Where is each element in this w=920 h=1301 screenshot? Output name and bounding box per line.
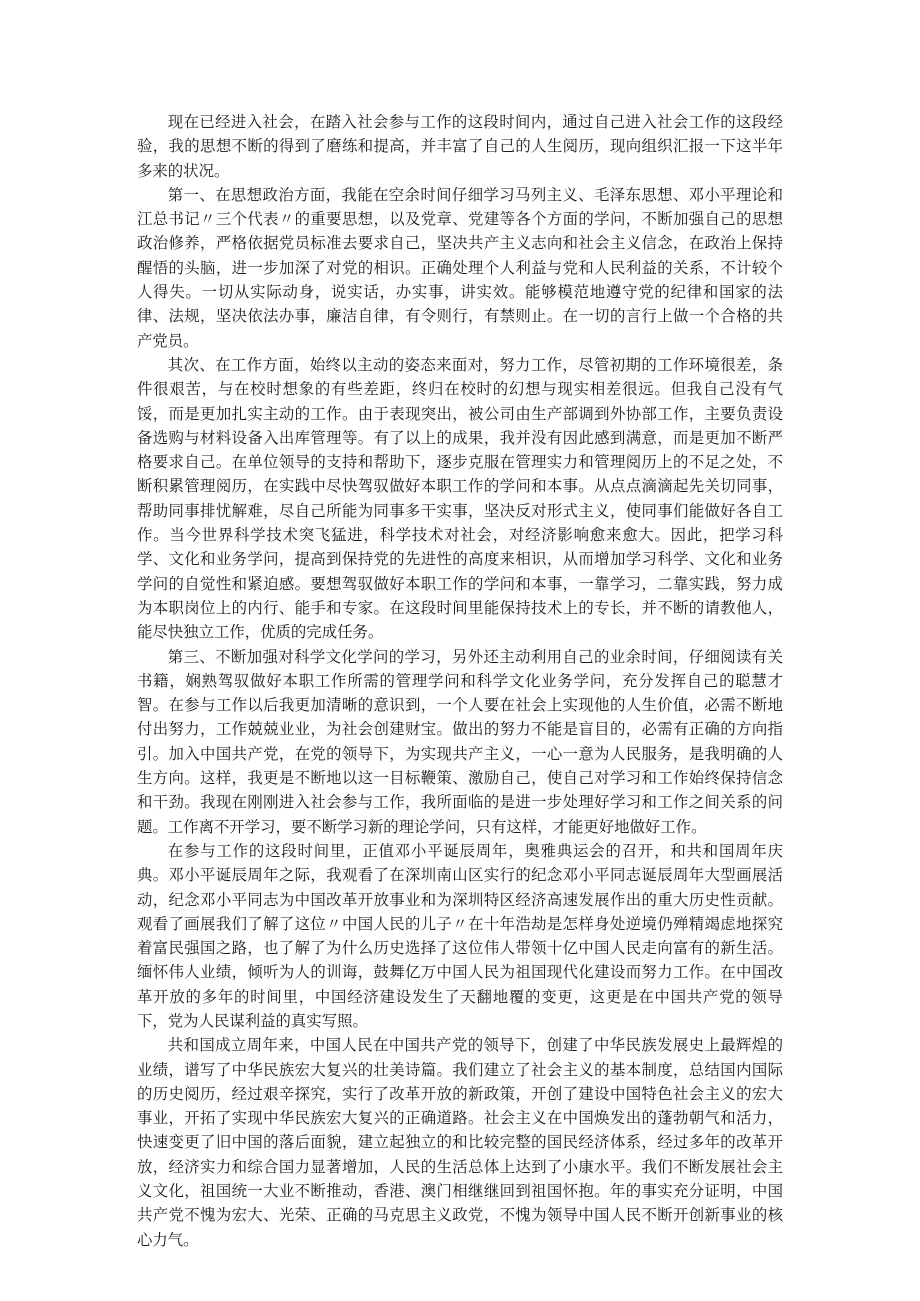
paragraph-intro: 现在已经进入社会，在踏入社会参与工作的这段时间内，通过自己进入社会工作的这段经验，我的思想不断的得到了磨练和提高，并丰富了自己的人生阅历，现向组织汇报一下这半年多来的状况。 bbox=[137, 113, 783, 180]
paragraph-republic: 共和国成立周年来，中国人民在中国共产党的领导下，创建了中华民族发展史上最辉煌的业绩，谱写了中华民族宏大复兴的壮美诗篇。我们建立了社会主义的基本制度，总结国内国际的历史阅历，经过艰辛探究，实行了改革开放的新政策，开创了建设中国特色社会主义的宏大事业，开拓了实现中华民族宏大复兴的正确道路。社会主义在中国焕发出的蓬勃朝气和活力，快速变更了旧中国的落后面貌，建立起独立的和比较完整的国民经济体系，经过多年的改革开放，经济实力和综合国力显著增加，人民的生活总体上达到了小康水平。我们不断发展社会主义文化，祖国统一大业不断推动，香港、澳门相继继回到祖国怀抱。年的事实充分证明，中国共产党不愧为宏大、光荣、正确的马克思主义政党，不愧为领导中国人民不断开创新事业的核心力气。 bbox=[137, 1036, 783, 1249]
paragraph-study: 第三、不断加强对科学文化学问的学习，另外还主动利用自己的业余时间，仔细阅读有关书籍，娴熟驾驭做好本职工作所需的管理学问和科学文化业务学问，充分发挥自己的聪慧才智。在参与工作以后我更加清晰的意识到，一个人要在社会上实现他的人生价值，必需不断地付出努力，工作兢兢业业，为社会创建财宝。做出的努力不能是盲目的，必需有正确的方向指引。加入中国共产党，在党的领导下，为实现共产主义，一心一意为人民服务，是我明确的人生方向。这样，我更是不断地以这一目标鞭策、激励自己，使自己对学习和工作始终保持信念和干劲。我现在刚刚进入社会参与工作，我所面临的是进一步处理好学习和工作之间关系的问题。工作离不开学习，要不断学习新的理论学问，只有这样，才能更好地做好工作。 bbox=[137, 647, 783, 836]
paragraph-work: 其次、在工作方面，始终以主动的姿态来面对，努力工作，尽管初期的工作环境很差，条件很艰苦，与在校时想象的有些差距，终归在校时的幻想与现实相差很远。但我自己没有气馁，而是更加扎实主动的工作。由于表现突出，被公司由生产部调到外协部工作，主要负责设备选购与材料设备入出库管理等。有了以上的成果，我并没有因此感到满意，而是更加不断严格要求自己。在单位领导的支持和帮助下，逐步克服在管理实力和管理阅历上的不足之处，不断积累管理阅历，在实践中尽快驾驭做好本职工作的学问和本事。从点点滴滴起先关切同事，帮助同事排忧解难，尽自己所能为同事多干实事，坚决反对形式主义，使同事们能做好各自工作。当今世界科学技术突飞猛进，科学技术对社会，对经济影响愈来愈大。因此，把学习科学、文化和业务学问，提高到保持党的先进性的高度来相识，从而增加学习科学、文化和业务学问的自觉性和紧迫感。要想驾驭做好本职工作的学问和本事，一靠学习，二靠实践，努力成为本职岗位上的内行、能手和专家。在这段时间里能保持技术上的专长，并不断的请教他人，能尽快独立工作，优质的完成任务。 bbox=[137, 355, 783, 642]
paragraph-anniversary: 在参与工作的这段时间里，正值邓小平诞辰周年，奥雅典运会的召开，和共和国周年庆典。邓小平诞辰周年之际，我观看了在深圳南山区实行的纪念邓小平同志诞辰周年大型画展活动，纪念邓小平同志为中国改革开放事业和为深圳特区经济高速发展作出的重大历史性贡献。观看了画展我们了解了这位〃中国人民的儿子〃在十年浩劫是怎样身处逆境仍殚精竭虑地探究着富民强国之路，也了解了为什么历史选择了这位伟人带领十亿中国人民走向富有的新生活。缅怀伟人业绩，倾听为人的训诲，鼓舞亿万中国人民为祖国现代化建设而努力工作。在中国改革开放的多年的时间里，中国经济建设发生了天翻地覆的变更，这更是在中国共产党的领导下，党为人民谋利益的真实写照。 bbox=[137, 841, 783, 1030]
paragraph-political: 第一、在思想政治方面，我能在空余时间仔细学习马列主义、毛泽东思想、邓小平理论和江总书记〃三个代表〃的重要思想，以及党章、党建等各个方面的学问，不断加强自己的思想政治修养，严格依据党员标准去要求自己，坚决共产主义志向和社会主义信念，在政治上保持醒悟的头脑，进一步加深了对党的相识。正确处理个人利益与党和人民利益的关系，不计较个人得失。一切从实际动身，说实话，办实事，讲实效。能够模范地遵守党的纪律和国家的法律、法规，坚决依法办事，廉洁自律，有令则行，有禁则止。在一切的言行上做一个合格的共产党员。 bbox=[137, 185, 783, 350]
document-body bbox=[137, 110, 783, 1252]
